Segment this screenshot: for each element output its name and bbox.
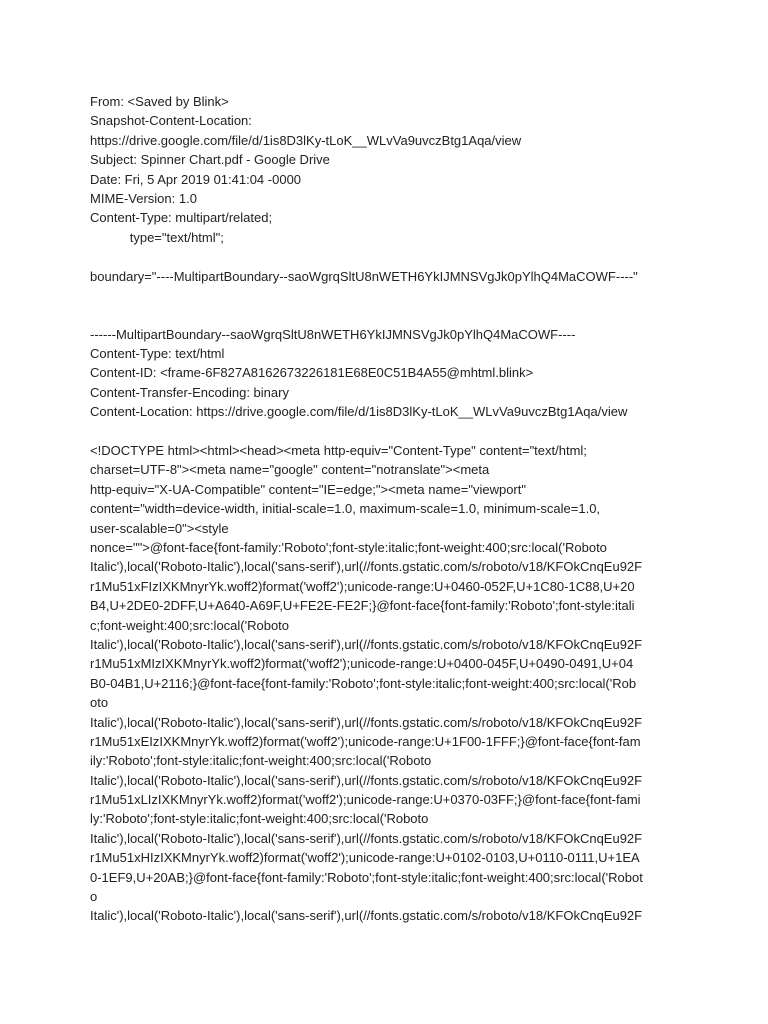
text-line: https://drive.google.com/file/d/1is8D3lKy-tLoK__WLvVa9uvczBtg1Aqa/view <box>90 132 522 148</box>
text-line: 0-1EF9,U+20AB;}@font-face{font-family:'Roboto';font-style:italic;font-weight:400;src:local('Robot <box>90 869 643 885</box>
text-line: ily:'Roboto';font-style:italic;font-weight:400;src:local('Roboto <box>90 753 432 769</box>
text-line: Italic'),local('Roboto-Italic'),local('sans-serif'),url(//fonts.gstatic.com/s/roboto/v18/KFOkCnqEu92F <box>90 636 643 652</box>
text-line <box>90 286 690 305</box>
text-line: Italic'),local('Roboto-Italic'),local('sans-serif'),url(//fonts.gstatic.com/s/roboto/v18/KFOkCnqEu92F <box>90 772 643 788</box>
text-line: o <box>90 889 98 905</box>
text-line: Content-ID: <frame-6F827A8162673226181E68E0C51B4A55@mhtml.blink> <box>90 365 534 381</box>
text-line: nonce="">@font-face{font-family:'Roboto';font-style:italic;font-weight:400;src:local('Roboto <box>90 539 607 555</box>
text-line: oto <box>90 695 109 711</box>
text-line: <!DOCTYPE html><html><head><meta http-equiv="Content-Type" content="text/html; <box>90 443 587 459</box>
text-line: http-equiv="X-UA-Compatible" content="IE=edge;"><meta name="viewport" <box>90 481 526 497</box>
text-line <box>90 247 690 266</box>
text-line: Content-Location: https://drive.google.com/file/d/1is8D3lKy-tLoK__WLvVa9uvczBtg1Aqa/view <box>90 404 628 420</box>
text-line: Italic'),local('Roboto-Italic'),local('sans-serif'),url(//fonts.gstatic.com/s/roboto/v18/KFOkCnqEu92F <box>90 714 643 730</box>
text-line: r1Mu51xHIzIXKMnyrYk.woff2)format('woff2');unicode-range:U+0102-0103,U+0110-0111,U+1EA <box>90 850 640 866</box>
text-line: Italic'),local('Roboto-Italic'),local('sans-serif'),url(//fonts.gstatic.com/s/roboto/v18/KFOkCnqEu92F <box>90 559 643 575</box>
text-line: charset=UTF-8"><meta name="google" content="notranslate"><meta <box>90 462 490 478</box>
text-line: Content-Type: multipart/related; <box>90 210 273 226</box>
text-line: Content-Type: text/html <box>90 346 225 362</box>
text-line: B4,U+2DE0-2DFF,U+A640-A69F,U+FE2E-FE2F;}@font-face{font-family:'Roboto';font-style:itali <box>90 598 635 614</box>
text-line: type="text/html"; <box>90 229 224 245</box>
document-text <box>90 92 690 926</box>
text-line: Italic'),local('Roboto-Italic'),local('sans-serif'),url(//fonts.gstatic.com/s/roboto/v18/KFOkCnqEu92F <box>90 830 643 846</box>
text-line: B0-04B1,U+2116;}@font-face{font-family:'Roboto';font-style:italic;font-weight:400;src:local('Rob <box>90 675 637 691</box>
text-line: c;font-weight:400;src:local('Roboto <box>90 617 290 633</box>
text-line: Snapshot-Content-Location: <box>90 113 252 129</box>
text-line <box>90 422 690 441</box>
text-line: Content-Transfer-Encoding: binary <box>90 384 289 400</box>
text-line: r1Mu51xMIzIXKMnyrYk.woff2)format('woff2');unicode-range:U+0400-045F,U+0490-0491,U+04 <box>90 656 634 672</box>
text-line: ly:'Roboto';font-style:italic;font-weight:400;src:local('Roboto <box>90 811 429 827</box>
text-line: Date: Fri, 5 Apr 2019 01:41:04 -0000 <box>90 171 302 187</box>
text-line: MIME-Version: 1.0 <box>90 190 197 206</box>
text-line: boundary="----MultipartBoundary--saoWgrqSltU8nWETH6YkIJMNSVgJk0pYlhQ4MaCOWF----" <box>90 268 638 284</box>
text-line: Subject: Spinner Chart.pdf - Google Drive <box>90 152 330 168</box>
text-line: r1Mu51xFIzIXKMnyrYk.woff2)format('woff2');unicode-range:U+0460-052F,U+1C80-1C88,U+20 <box>90 578 635 594</box>
text-line <box>90 305 690 324</box>
text-line: From: <Saved by Blink> <box>90 94 229 109</box>
text-line: ------MultipartBoundary--saoWgrqSltU8nWETH6YkIJMNSVgJk0pYlhQ4MaCOWF---- <box>90 326 576 342</box>
text-line: user-scalable=0"><style <box>90 520 229 536</box>
text-line: content="width=device-width, initial-scale=1.0, maximum-scale=1.0, minimum-scale=1.0, <box>90 501 601 517</box>
text-line: Italic'),local('Roboto-Italic'),local('sans-serif'),url(//fonts.gstatic.com/s/roboto/v18/KFOkCnqEu92F <box>90 908 643 924</box>
text-line: r1Mu51xEIzIXKMnyrYk.woff2)format('woff2');unicode-range:U+1F00-1FFF;}@font-face{font-fam <box>90 733 641 749</box>
text-line: r1Mu51xLIzIXKMnyrYk.woff2)format('woff2');unicode-range:U+0370-03FF;}@font-face{font-fami <box>90 792 641 808</box>
